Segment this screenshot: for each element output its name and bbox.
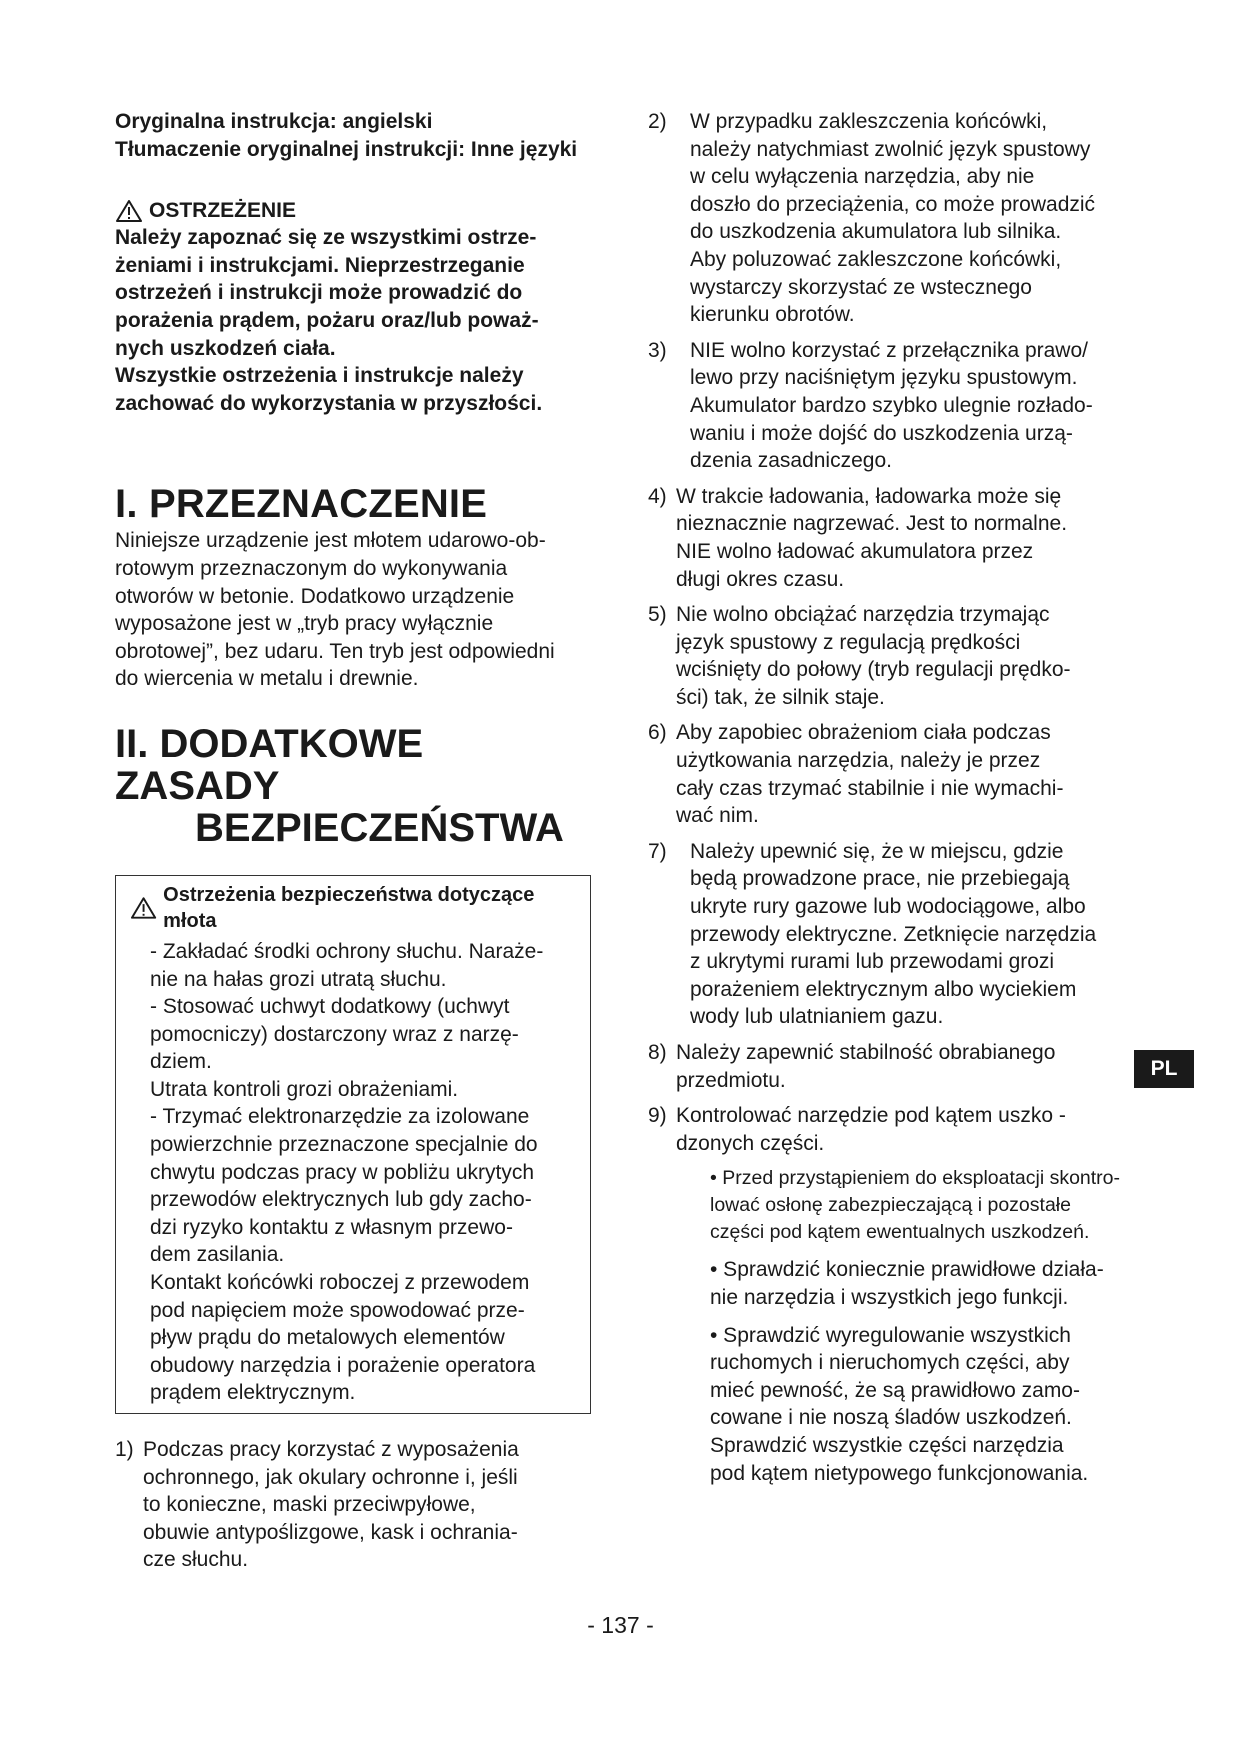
page-number: - 137 - (587, 1612, 654, 1638)
sub-item-2: • Sprawdzić koniecznie prawidłowe działa- nie narzędzia i wszystkich jego funkcji. (710, 1258, 1104, 1309)
warning-title: OSTRZEŻENIE (149, 199, 297, 223)
list-item-4 (648, 483, 1138, 593)
list-item-text: W trakcie ładowania, ładowarka może się nieznacznie nagrzewać. Jest to normalne. NIE wolno ładować akumulatora przez długi okres czasu. (676, 484, 1068, 591)
list-item-2 (648, 108, 1138, 329)
list-item-number: 9) (648, 1104, 667, 1128)
list-item-number: 5) (648, 603, 667, 627)
section-1-text: Niniejsze urządzenie jest młotem udarowo-ob- rotowym przeznaczonym do wykonywania otworów w betonie. Dodatkowo urządzenie wyposażone jest w „tryb pracy wyłącznie obrotowej”, bez udaru. Ten tryb jest odpowiedni do wiercenia w metalu i drewnie. (115, 529, 555, 691)
hammer-safety-box-text: - Zakładać środki ochrony słuchu. Naraże- nie na hałas grozi utratą słuchu. - Stosować uchwyt dodatkowy (uchwyt pomocniczy) dostarczony wraz z narzę- dziem. Utrata kontroli grozi obrażeniami. - Trzymać elektronarzędzie za izolowane powierzchnie przeznaczone specjalnie do chwytu podczas pracy w pobliżu ukrytych przewodów elektrycznych lub gdy zacho- dzi ryzyko kontaktu z własnym przewo- dem zasilania. Kontakt końcówki roboczej z przewodem pod napięciem może spowodować prze- pływ prądu do metalowych elementów obudowy narzędzia i porażenie operatora prądem elektrycznym. (150, 939, 544, 1405)
section-2-heading (115, 723, 595, 849)
right-column (648, 108, 1138, 1493)
hammer-safety-box-title (130, 882, 580, 934)
list-item-text: Kontrolować narzędzie pod kątem uszko - dzonych części. (676, 1104, 1066, 1155)
sub-item-3: • Sprawdzić wyregulowanie wszystkich ruchomych i nieruchomych części, aby mieć pewność, że są prawidłowo zamo- cowane i nie noszą śladów uszkodzeń. Sprawdzić wszystkie części narzędzia pod kątem nietypowego funkcjonowania. (710, 1323, 1089, 1485)
list-item-number: 2) (648, 110, 667, 133)
list-item-6 (648, 719, 1138, 829)
list-item-text: Należy zapewnić stabilność obrabianego przedmiotu. (676, 1041, 1056, 1092)
list-item-number: 1) (115, 1438, 134, 1461)
section-1-heading: I. PRZEZNACZENIE (115, 482, 488, 527)
list-item-text: Podczas pracy korzystać z wyposażenia ochronnego, jak okulary ochronne i, jeśli to konieczne, maski przeciwpyłowe, obuwie antypoślizgowe, kask i ochrania- cze słuchu. (143, 1438, 519, 1572)
list-item-number: 4) (648, 484, 667, 508)
language-badge: PL (1134, 1050, 1194, 1088)
list-item-number: 8) (648, 1041, 667, 1064)
list-item-number: 6) (648, 721, 667, 745)
left-column (115, 108, 595, 1582)
list-item-text: Nie wolno obciążać narzędzia trzymając język spustowy z regulacją prędkości wciśnięty do połowy (tryb regulacji prędko- ści) tak, że silnik staje. (676, 603, 1071, 709)
hammer-safety-box (115, 875, 591, 1414)
list-item-7 (648, 838, 1138, 1031)
warning-triangle-icon (130, 896, 157, 920)
list-item-text: Należy upewnić się, że w miejscu, gdzie będą prowadzone prace, nie przebiegają ukryte rury gazowe lub wodociągowe, albo przewody elektryczne. Zetknięcie narzędzia z ukrytymi rurami lub przewodami grozi porażeniem elektrycznym albo wyciekiem wody lub ulatnianiem gazu. (690, 839, 1097, 1029)
warning-heading (115, 197, 595, 224)
list-item-text: NIE wolno korzystać z przełącznika prawo/ lewo przy naciśniętym języku spustowym. Akumulator bardzo szybko ulegnie rozłado- waniu i może dojść do uszkodzenia urzą- dzenia zasadniczego. (690, 338, 1093, 473)
list-item-3 (648, 337, 1138, 475)
list-item-text: W przypadku zakleszczenia końcówki, należy natychmiast zwolnić język spustowy w celu wyłączenia narzędzia, aby nie doszło do przeciążenia, co może prowadzić do uszkodzenia akumulatora lub silnika. Aby poluzować zakleszczone końcówki, wystarczy skorzystać ze wstecznego kierunku obrotów. (690, 110, 1096, 327)
translation-note: Tłumaczenie oryginalnej instrukcji: Inne języki (115, 137, 578, 161)
warning-text: Należy zapoznać się ze wszystkimi ostrze- żeniami i instrukcjami. Nieprzestrzeganie ostrzeżeń i instrukcji może prowadzić do porażenia prądem, pożaru oraz/lub poważ- nych uszkodzeń ciała. Wszystkie ostrzeżenia i instrukcje należy zachować do wykorzystania w przyszłości. (115, 226, 543, 415)
original-instruction-note: Oryginalna instrukcja: angielski (115, 110, 433, 133)
list-item-8 (648, 1039, 1138, 1094)
section-2-heading-line1: II. DODATKOWE ZASADY (115, 721, 424, 808)
box-title-text: Ostrzeżenia bezpieczeństwa dotyczące młota (163, 883, 535, 932)
list-item-number: 3) (648, 338, 667, 362)
list-item-9 (648, 1102, 1138, 1157)
section-2-heading-line2: BEZPIECZEŃSTWA (195, 805, 564, 850)
list-item-5 (648, 601, 1138, 711)
list-item-1 (115, 1436, 595, 1574)
sub-item-1: • Przed przystąpieniem do eksploatacji skontro- lować osłonę zabezpieczającą i pozostałe części pod kątem ewentualnych uszkodzeń. (710, 1167, 1121, 1244)
list-item-number: 7) (648, 839, 667, 863)
list-item-text: Aby zapobiec obrażeniom ciała podczas użytkowania narzędzia, należy je przez cały czas trzymać stabilnie i nie wymachi- wać nim. (676, 721, 1064, 828)
warning-triangle-icon (115, 199, 143, 223)
